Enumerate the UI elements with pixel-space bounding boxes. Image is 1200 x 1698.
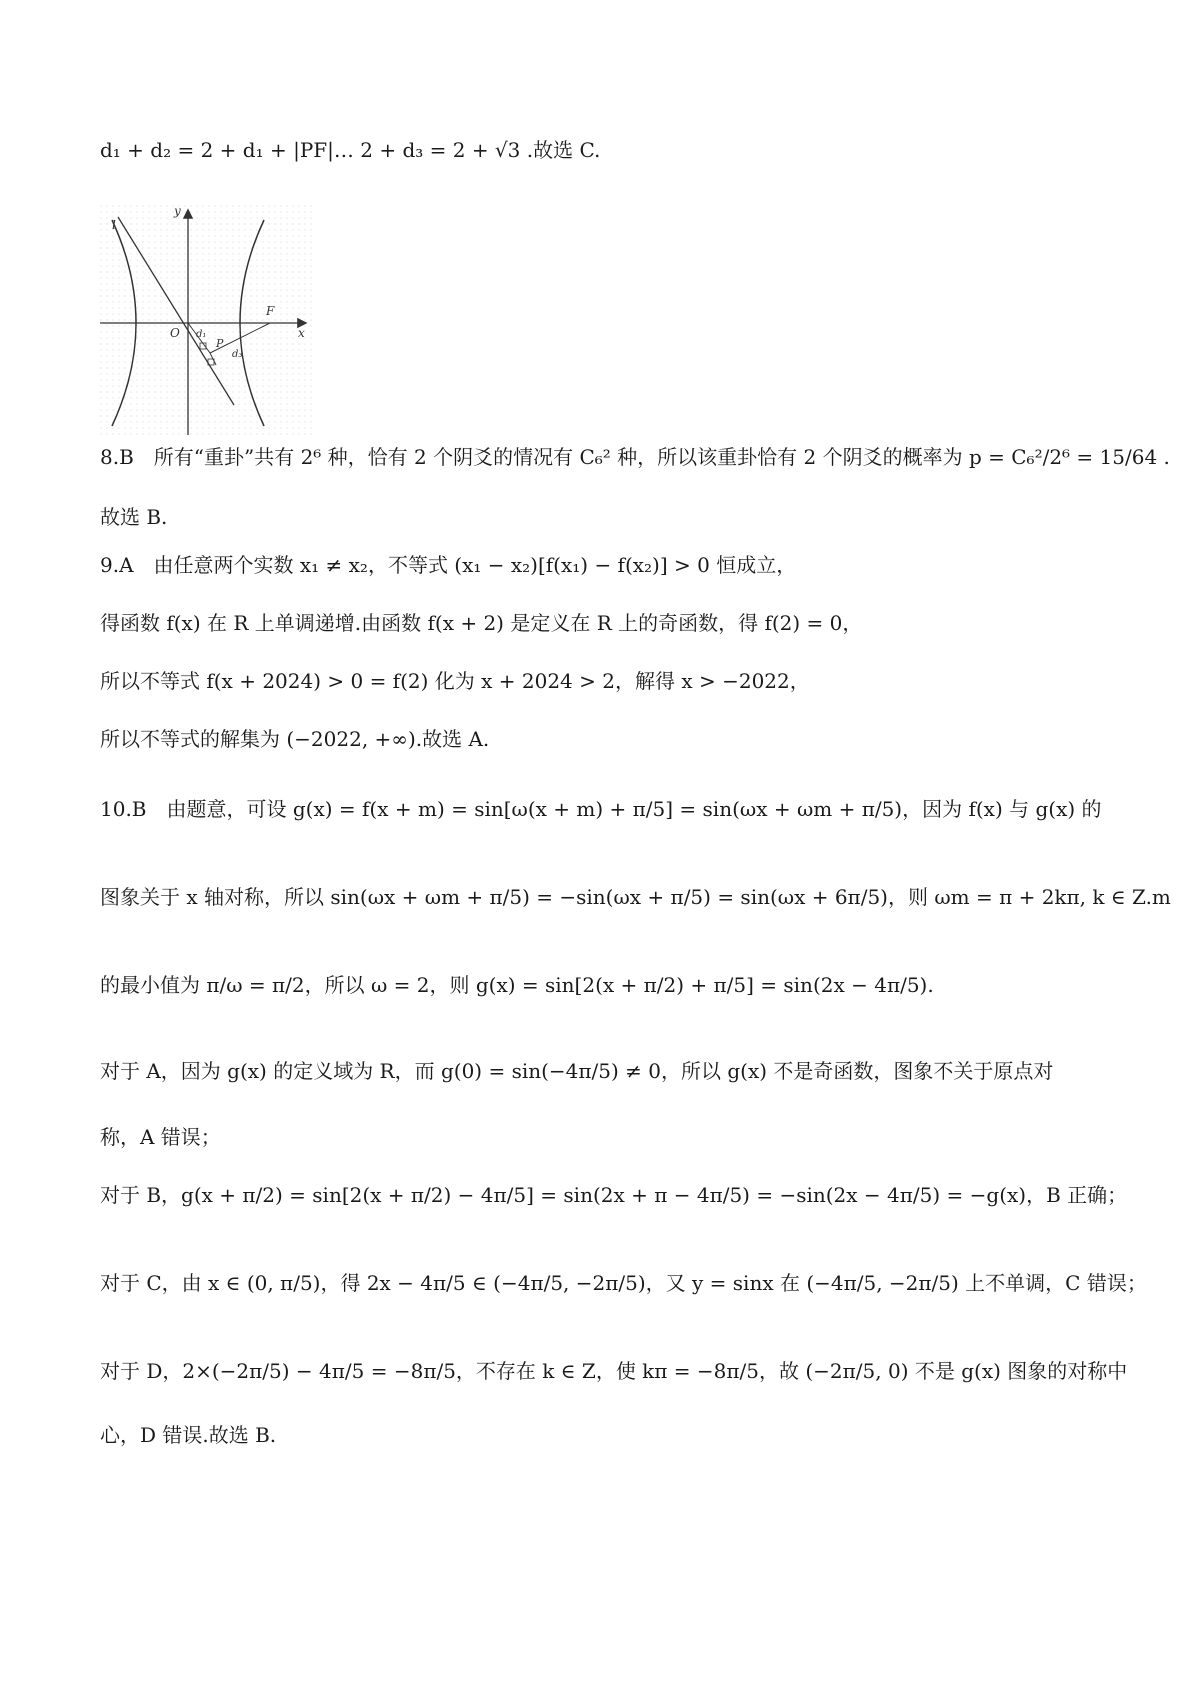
text-line-3: 故选 B. — [100, 505, 168, 529]
text-line-2: 8.B 所有“重卦”共有 2⁶ 种，恰有 2 个阴爻的情况有 C₆² 种，所以该重卦恰有 2 个阴爻的概率为 p = C₆²/2⁶ = 15/64 . — [100, 445, 1170, 469]
label-d1: d₁ — [196, 329, 207, 340]
text-line-15: 对于 D，2×(−2π/5) − 4π/5 = −8π/5，不存在 k ∈ Z，使 kπ = −8π/5，故 (−2π/5, 0) 不是 g(x) 图象的对称中 — [100, 1359, 1128, 1383]
text-line-13: 对于 B，g(x + π/2) = sin[2(x + π/2) − 4π/5] = sin(2x + π − 4π/5) = −sin(2x − 4π/5) = −g(x)，B 正确； — [100, 1183, 1128, 1207]
label-origin: O — [170, 326, 180, 340]
text-line-8: 10.B 由题意，可设 g(x) = f(x + m) = sin[ω(x + m) + π/5] = sin(ωx + ωm + π/5)，因为 f(x) 与 g(x) 的 — [100, 797, 1102, 821]
text-line-5: 得函数 f(x) 在 R 上单调递增.由函数 f(x + 2) 是定义在 R 上的奇函数，得 f(2) = 0， — [100, 611, 863, 635]
label-x: x — [298, 326, 305, 340]
text-line-7: 所以不等式的解集为 (−2022, +∞).故选 A. — [100, 727, 490, 751]
text-line-16: 心，D 错误.故选 B. — [100, 1423, 277, 1447]
text-line-14: 对于 C，由 x ∈ (0, π/5)，得 2x − 4π/5 ∈ (−4π/5, −2π/5)，又 y = sinx 在 (−4π/5, −2π/5) 上不单调，C 错误； — [100, 1271, 1147, 1295]
text-line-9: 图象关于 x 轴对称，所以 sin(ωx + ωm + π/5) = −sin(ωx + π/5) = sin(ωx + 6π/5)，则 ωm = π + 2kπ, k ∈ Z.m — [100, 885, 1171, 909]
label-f: F — [266, 304, 275, 318]
hyperbola-figure — [100, 205, 314, 437]
label-d3: d₃ — [232, 349, 243, 360]
text-line-4: 9.A 由任意两个实数 x₁ ≠ x₂，不等式 (x₁ − x₂)[f(x₁) − f(x₂)] > 0 恒成立， — [100, 553, 797, 577]
label-y: y — [174, 205, 181, 218]
label-l: l — [112, 218, 116, 232]
label-p: P — [216, 337, 224, 350]
text-line-1: d₁ + d₂ = 2 + d₁ + |PF|… 2 + d₃ = 2 + √3 .故选 C. — [100, 138, 601, 162]
hyperbola-diagram — [100, 205, 314, 437]
text-line-6: 所以不等式 f(x + 2024) > 0 = f(2) 化为 x + 2024 > 2，解得 x > −2022， — [100, 669, 810, 693]
text-line-12: 称，A 错误； — [100, 1125, 221, 1149]
text-line-11: 对于 A，因为 g(x) 的定义域为 R，而 g(0) = sin(−4π/5) ≠ 0，所以 g(x) 不是奇函数，图象不关于原点对 — [100, 1059, 1054, 1083]
text-line-10: 的最小值为 π/ω = π/2，所以 ω = 2，则 g(x) = sin[2(x + π/2) + π/5] = sin(2x − 4π/5). — [100, 973, 934, 997]
